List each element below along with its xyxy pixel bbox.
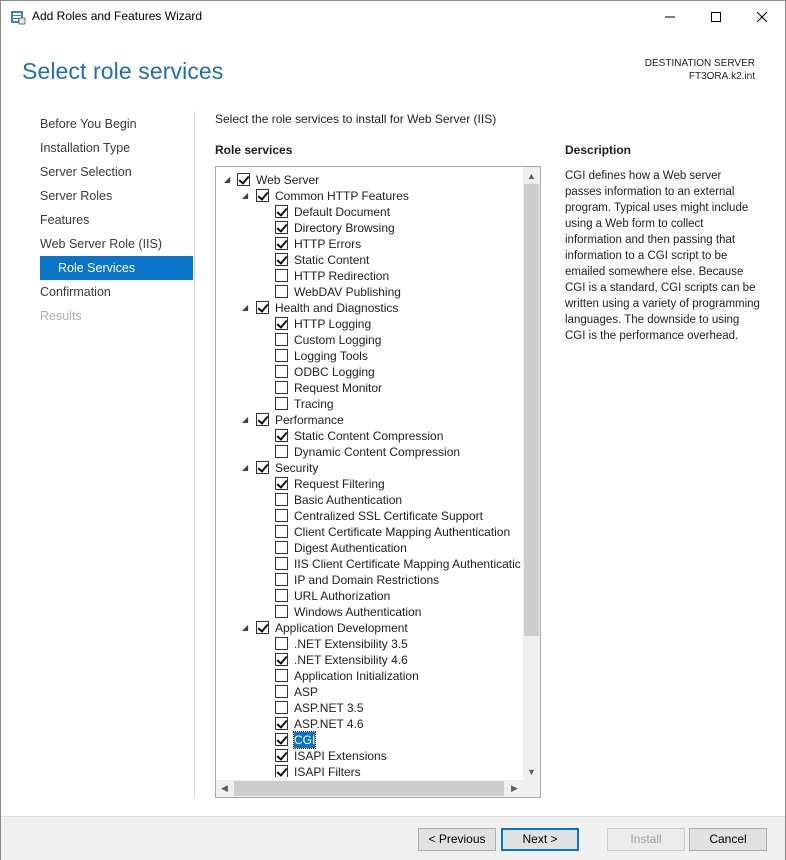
next-button[interactable]: Next >: [501, 828, 579, 851]
intro-text: Select the role services to install for Web Server (IIS): [215, 112, 497, 126]
tree-item[interactable]: [216, 316, 524, 332]
nav-item-results: Results: [40, 309, 82, 323]
tree-item-label: ODBC Logging: [294, 365, 375, 379]
tree-item[interactable]: [216, 172, 524, 188]
tree-item[interactable]: [216, 668, 524, 684]
tree-item[interactable]: [216, 396, 524, 412]
scrollbar-corner: [523, 780, 540, 797]
tree-item[interactable]: [216, 508, 524, 524]
checkbox[interactable]: [275, 541, 288, 554]
tree-item-label: Custom Logging: [294, 333, 382, 347]
destination-server-name: FT3ORA.k2.int: [688, 71, 755, 82]
tree-item-label: Static Content: [294, 253, 370, 267]
tree-item-label: CGI: [294, 733, 316, 747]
checkbox[interactable]: [256, 413, 269, 426]
tree-item-label: Digest Authentication: [294, 541, 407, 555]
tree-item-label: HTTP Logging: [294, 317, 372, 331]
nav-item-server-selection[interactable]: Server Selection: [40, 165, 132, 179]
wizard-footer: [1, 816, 785, 860]
checkbox[interactable]: [275, 269, 288, 282]
checkbox[interactable]: [237, 173, 250, 186]
server-manager-icon: [10, 9, 26, 25]
scroll-left-icon[interactable]: ◀: [221, 783, 228, 793]
tree-item[interactable]: [216, 492, 524, 508]
tree-item-label: Request Filtering: [294, 477, 385, 491]
checkbox[interactable]: [275, 685, 288, 698]
tree-item[interactable]: [216, 652, 524, 668]
tree-item-label: Web Server: [256, 173, 320, 187]
tree-item-label: .NET Extensibility 4.6: [294, 653, 408, 667]
tree-item-label: IP and Domain Restrictions: [294, 573, 440, 587]
tree-item-label: .NET Extensibility 3.5: [294, 637, 408, 651]
tree-viewport: [216, 172, 524, 777]
tree-item[interactable]: [216, 300, 524, 316]
checkbox[interactable]: [275, 237, 288, 250]
checkbox[interactable]: [275, 221, 288, 234]
tree-item-label: ISAPI Filters: [294, 765, 361, 777]
tree-item[interactable]: [216, 252, 524, 268]
horizontal-scrollbar[interactable]: [216, 780, 523, 797]
description-text: CGI defines how a Web server passes information to an external program. Typical uses might include using a Web form to collect information and then passing that information to a CGI script to be emailed somewhere else. Because CGI is a standard, CGI scripts can be written using a variety of programming languages. The downside to using CGI is the performance overhead.: [565, 170, 760, 342]
nav-item-web-server-role-iis[interactable]: Web Server Role (IIS): [40, 237, 163, 251]
tree-item-label: Windows Authentication: [294, 605, 422, 619]
tree-item-label: ASP.NET 4.6: [294, 717, 364, 731]
tree-item-label: Performance: [275, 413, 344, 427]
vertical-scrollbar[interactable]: [523, 167, 540, 780]
tree-item-label: IIS Client Certificate Mapping Authenticatic: [294, 557, 521, 571]
tree-item[interactable]: [216, 284, 524, 300]
description-heading: Description: [565, 143, 632, 157]
tree-item-label: ASP.NET 3.5: [294, 701, 364, 715]
tree-item[interactable]: [216, 332, 524, 348]
install-button[interactable]: Install: [607, 828, 685, 851]
checkbox[interactable]: [275, 445, 288, 458]
checkbox[interactable]: [275, 573, 288, 586]
tree-item-label: URL Authorization: [294, 589, 391, 603]
tree-item-label: Directory Browsing: [294, 221, 395, 235]
checkbox[interactable]: [275, 477, 288, 490]
tree-item[interactable]: [216, 684, 524, 700]
tree-item-label: Security: [275, 461, 319, 475]
checkbox[interactable]: [275, 749, 288, 762]
tree-item-label: HTTP Errors: [294, 237, 362, 251]
tree-item[interactable]: [216, 556, 524, 572]
nav-item-installation-type[interactable]: Installation Type: [40, 141, 131, 155]
tree-item-label: Basic Authentication: [294, 493, 403, 507]
nav-item-server-roles[interactable]: Server Roles: [40, 189, 113, 203]
previous-button[interactable]: < Previous: [418, 828, 496, 851]
tree-item[interactable]: [216, 348, 524, 364]
tree-item[interactable]: [216, 604, 524, 620]
tree-item[interactable]: [216, 540, 524, 556]
tree-item-label: Application Development: [275, 621, 408, 635]
minimize-button[interactable]: [647, 1, 693, 32]
checkbox[interactable]: [256, 189, 269, 202]
checkbox[interactable]: [275, 525, 288, 538]
checkbox[interactable]: [275, 365, 288, 378]
tree-item[interactable]: [216, 524, 524, 540]
checkbox[interactable]: [275, 589, 288, 602]
collapse-arrow-icon[interactable]: ◢: [242, 463, 249, 472]
tree-item[interactable]: [216, 412, 524, 428]
tree-item[interactable]: [216, 572, 524, 588]
checkbox[interactable]: [275, 509, 288, 522]
tree-item[interactable]: [216, 204, 524, 220]
checkbox[interactable]: [256, 461, 269, 474]
checkbox[interactable]: [275, 669, 288, 682]
role-services-tree[interactable]: [215, 166, 541, 798]
scroll-right-icon[interactable]: ▶: [511, 783, 518, 793]
collapse-arrow-icon[interactable]: ◢: [242, 303, 249, 312]
destination-server-label: DESTINATION SERVER: [644, 58, 755, 69]
close-button[interactable]: [739, 1, 785, 32]
tree-item-label: ASP: [294, 685, 319, 699]
tree-item-label: Dynamic Content Compression: [294, 445, 461, 459]
checkbox[interactable]: [275, 429, 288, 442]
role-services-heading: Role services: [215, 143, 293, 157]
horizontal-scroll-thumb[interactable]: [234, 781, 504, 796]
tree-item[interactable]: [216, 588, 524, 604]
tree-item-label: Request Monitor: [294, 381, 383, 395]
cancel-button[interactable]: Cancel: [689, 828, 767, 851]
checkbox[interactable]: [275, 397, 288, 410]
tree-item-label: Logging Tools: [294, 349, 368, 363]
nav-item-confirmation[interactable]: Confirmation: [40, 285, 111, 299]
checkbox[interactable]: [275, 717, 288, 730]
checkbox[interactable]: [275, 493, 288, 506]
window-title: Add Roles and Features Wizard: [32, 9, 203, 23]
checkbox[interactable]: [256, 301, 269, 314]
tree-item[interactable]: [216, 748, 524, 764]
nav-divider: [194, 111, 195, 797]
checkbox[interactable]: [275, 701, 288, 714]
checkbox[interactable]: [256, 621, 269, 634]
title-bar[interactable]: [1, 1, 785, 32]
tree-item[interactable]: [216, 444, 524, 460]
tree-item[interactable]: [216, 268, 524, 284]
checkbox[interactable]: [275, 205, 288, 218]
tree-item-label: Client Certificate Mapping Authentication: [294, 525, 511, 539]
scroll-down-icon[interactable]: ▼: [527, 766, 536, 777]
checkbox[interactable]: [275, 653, 288, 666]
tree-item-label: Health and Diagnostics: [275, 301, 399, 315]
tree-item[interactable]: [216, 732, 524, 748]
tree-item[interactable]: [216, 716, 524, 732]
checkbox[interactable]: [275, 557, 288, 570]
nav-item-features[interactable]: Features: [40, 213, 90, 227]
tree-item[interactable]: [216, 236, 524, 252]
tree-item-label: Static Content Compression: [294, 429, 444, 443]
checkbox[interactable]: [275, 733, 288, 746]
checkbox[interactable]: [275, 605, 288, 618]
page-title: Select role services: [22, 58, 224, 84]
tree-item[interactable]: [216, 188, 524, 204]
tree-item[interactable]: [216, 636, 524, 652]
tree-item-label: ISAPI Extensions: [294, 749, 387, 763]
checkbox[interactable]: [275, 349, 288, 362]
tree-item[interactable]: [216, 476, 524, 492]
tree-item-label: Tracing: [294, 397, 334, 411]
collapse-arrow-icon[interactable]: ◢: [242, 191, 249, 200]
checkbox[interactable]: [275, 317, 288, 330]
collapse-arrow-icon[interactable]: ◢: [224, 175, 231, 184]
checkbox[interactable]: [275, 253, 288, 266]
checkbox[interactable]: [275, 381, 288, 394]
tree-item[interactable]: [216, 764, 524, 777]
checkbox[interactable]: [275, 765, 288, 777]
checkbox[interactable]: [275, 637, 288, 650]
nav-item-before-you-begin[interactable]: Before You Begin: [40, 117, 137, 131]
tree-item[interactable]: [216, 364, 524, 380]
tree-item[interactable]: [216, 220, 524, 236]
tree-item-label: Application Initialization: [294, 669, 419, 683]
scroll-up-icon[interactable]: ▲: [527, 170, 536, 181]
tree-item[interactable]: [216, 428, 524, 444]
maximize-button[interactable]: [693, 1, 739, 32]
tree-item-label: Common HTTP Features: [275, 189, 409, 203]
nav-item-role-services[interactable]: Role Services: [40, 256, 193, 280]
collapse-arrow-icon[interactable]: ◢: [242, 415, 249, 424]
wizard-header: [1, 32, 785, 96]
tree-item[interactable]: [216, 460, 524, 476]
tree-item[interactable]: [216, 620, 524, 636]
vertical-scroll-thumb[interactable]: [524, 184, 539, 636]
checkbox[interactable]: [275, 333, 288, 346]
tree-item-label: HTTP Redirection: [294, 269, 390, 283]
checkbox[interactable]: [275, 285, 288, 298]
collapse-arrow-icon[interactable]: ◢: [242, 623, 249, 632]
tree-item[interactable]: [216, 380, 524, 396]
wizard-nav: [1, 112, 196, 802]
tree-item-label: Default Document: [294, 205, 391, 219]
tree-item-label: Centralized SSL Certificate Support: [294, 509, 483, 523]
tree-item[interactable]: [216, 700, 524, 716]
tree-item-label: WebDAV Publishing: [294, 285, 401, 299]
